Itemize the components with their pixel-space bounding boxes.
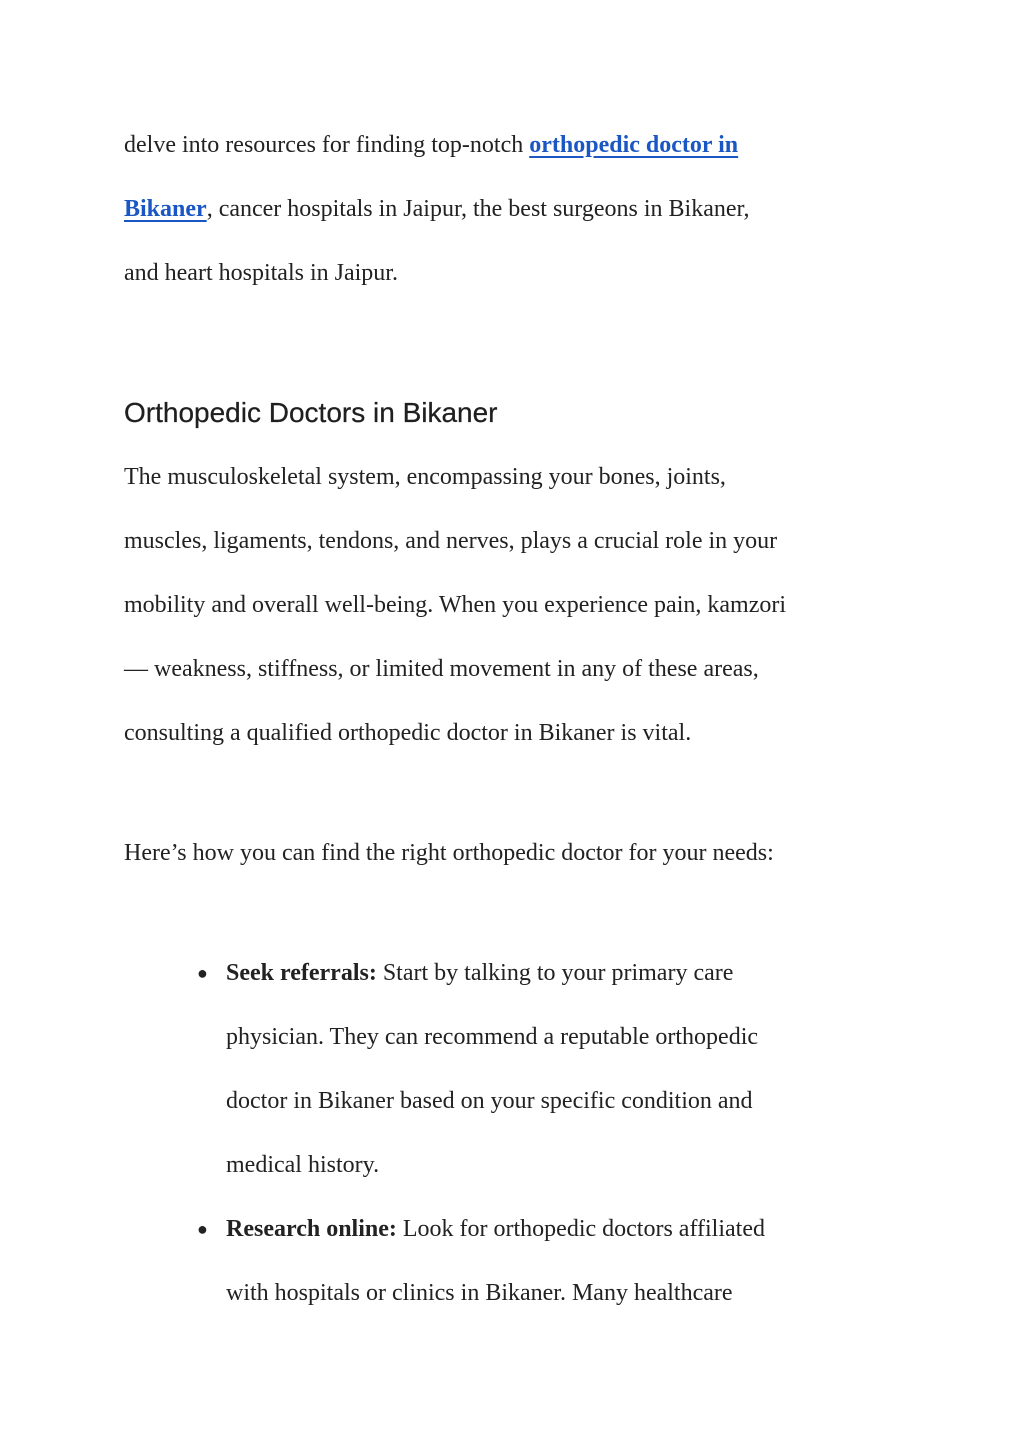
document-content: [124, 113, 924, 1325]
paragraph-line: muscles, ligaments, tendons, and nerves, plays a crucial role in your: [124, 528, 778, 554]
how-to-line: Here’s how you can find the right orthopedic doctor for your needs:: [124, 840, 774, 866]
orthopedic-doctor-link-part-1[interactable]: orthopedic doctor in: [529, 132, 739, 158]
list-item-line: doctor in Bikaner based on your specific condition and: [226, 1088, 753, 1114]
intro-line-1: [124, 113, 924, 177]
list-item-line: medical history.: [226, 1152, 380, 1178]
list-item-line: with hospitals or clinics in Bikaner. Many healthcare: [226, 1280, 733, 1306]
list-item-line: [226, 1197, 924, 1261]
bullet-list: [124, 941, 924, 1325]
spacer: [124, 765, 924, 821]
intro-line-3: and heart hospitals in Jaipur.: [124, 260, 398, 286]
list-item-line: [226, 941, 924, 1005]
list-item-lead: Seek referrals:: [226, 960, 377, 986]
paragraph-line: consulting a qualified orthopedic doctor in Bikaner is vital.: [124, 720, 692, 746]
spacer: [124, 885, 924, 941]
list-item-line: physician. They can recommend a reputable orthopedic: [226, 1024, 759, 1050]
paragraph-line: — weakness, stiffness, or limited movement in any of these areas,: [124, 656, 759, 682]
intro-line-2: [124, 177, 924, 241]
bullet-icon: ●: [197, 963, 208, 983]
paragraph-line: mobility and overall well-being. When you experience pain, kamzori: [124, 592, 787, 618]
intro-text-1: delve into resources for finding top-notch: [124, 132, 530, 158]
paragraph-line: The musculoskeletal system, encompassing your bones, joints,: [124, 464, 726, 490]
section-paragraph: [124, 445, 924, 765]
list-item-seek-referrals: [197, 941, 924, 1197]
intro-text-2: , cancer hospitals in Jaipur, the best surgeons in Bikaner,: [206, 196, 750, 222]
list-item-first-line: Start by talking to your primary care: [376, 960, 734, 986]
bullet-icon: ●: [197, 1219, 208, 1239]
section-heading: Orthopedic Doctors in Bikaner: [124, 397, 498, 428]
list-item-first-line: Look for orthopedic doctors affiliated: [396, 1216, 765, 1242]
list-item-research-online: [197, 1197, 924, 1325]
section-heading-wrap: [124, 393, 924, 433]
orthopedic-doctor-link-part-2[interactable]: Bikaner: [124, 196, 207, 222]
list-item-lead: Research online:: [226, 1216, 397, 1242]
